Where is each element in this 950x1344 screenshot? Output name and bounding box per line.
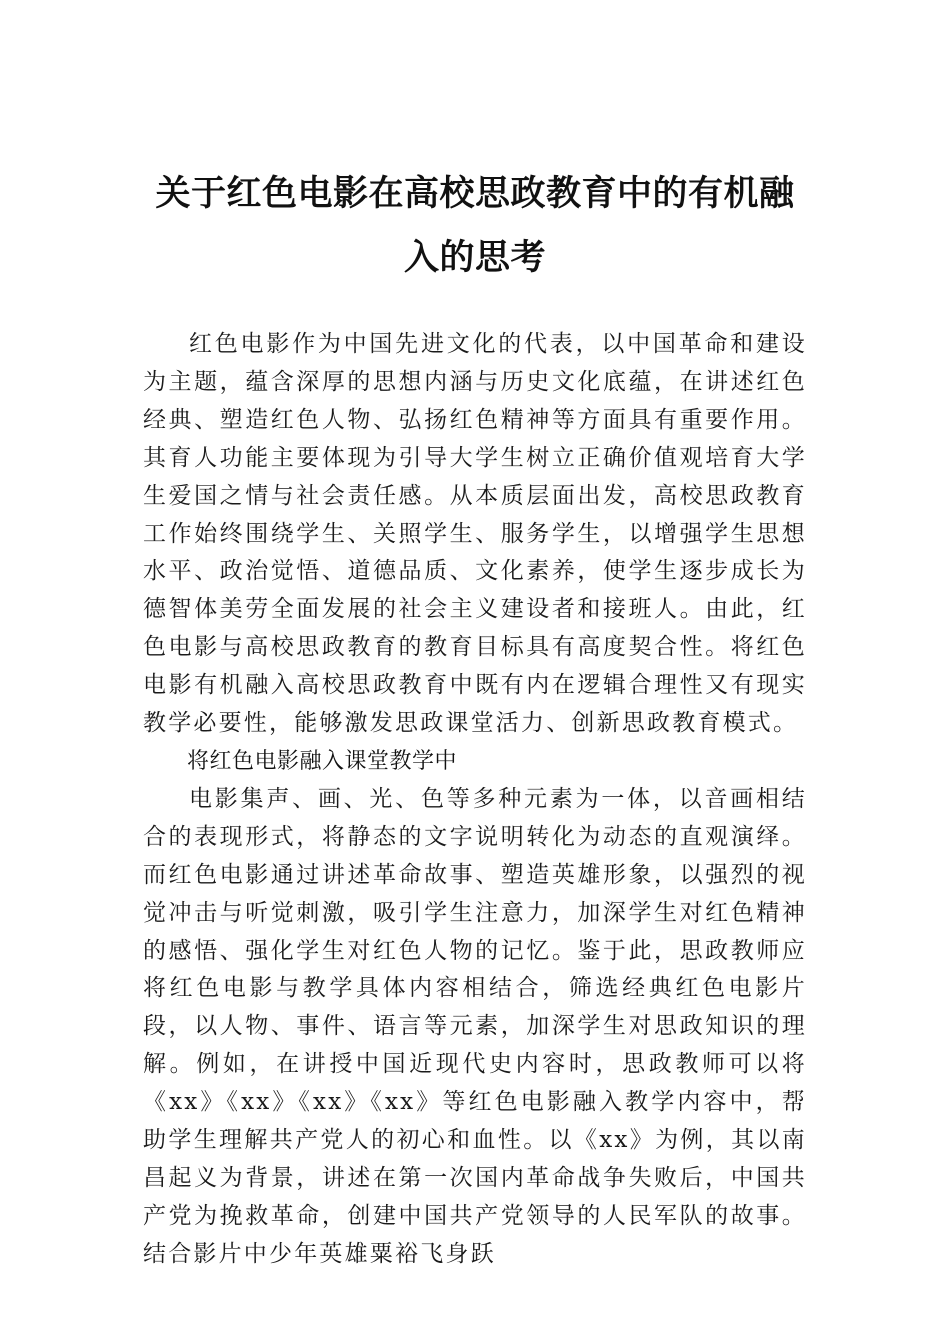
section-paragraph: 电影集声、画、光、色等多种元素为一体，以音画相结合的表现形式，将静态的文字说明转化为动态的直观演绎。而红色电影通过讲述革命故事、塑造英雄形象，以强烈的视觉冲击与听觉刺激，吸引学生注意力，加深学生对红色精神的感悟、强化学生对红色人物的记忆。鉴于此，思政教师应将红色电影与教学具体内容相结合，筛选经典红色电影片段，以人物、事件、语言等元素，加深学生对思政知识的理解。例如，在讲授中国近现代史内容时，思政教师可以将《xx》《xx》《xx》《xx》等红色电影融入教学内容中，帮助学生理解共产党人的初心和血性。以《xx》为例，其以南昌起义为背景，讲述在第一次国内革命战争失败后，中国共产党为挽救革命，创建中国共产党领导的人民军队的故事。结合影片中少年英雄粟裕飞身跃 — [143, 785, 807, 1267]
title-line-1: 关于红色电影在高校思政教育中的有机融 — [155, 173, 795, 214]
section-heading: 将红色电影融入课堂教学中 — [187, 748, 458, 774]
document-body — [143, 326, 807, 1274]
document-title — [140, 162, 810, 290]
title-line-2: 入的思考 — [403, 237, 546, 278]
intro-paragraph: 红色电影作为中国先进文化的代表，以中国革命和建设为主题，蕴含深厚的思想内涵与历史文化底蕴，在讲述红色经典、塑造红色人物、弘扬红色精神等方面具有重要作用。其育人功能主要体现为引导大学生树立正确价值观培育大学生爱国之情与社会责任感。从本质层面出发，高校思政教育工作始终围绕学生、关照学生、服务学生，以增强学生思想水平、政治觉悟、道德品质、文化素养，使学生逐步成长为德智体美劳全面发展的社会主义建设者和接班人。由此，红色电影与高校思政教育的教育目标具有高度契合性。将红色电影有机融入高校思政教育中既有内在逻辑合理性又有现实教学必要性，能够激发思政课堂活力、创新思政教育模式。 — [143, 331, 807, 737]
